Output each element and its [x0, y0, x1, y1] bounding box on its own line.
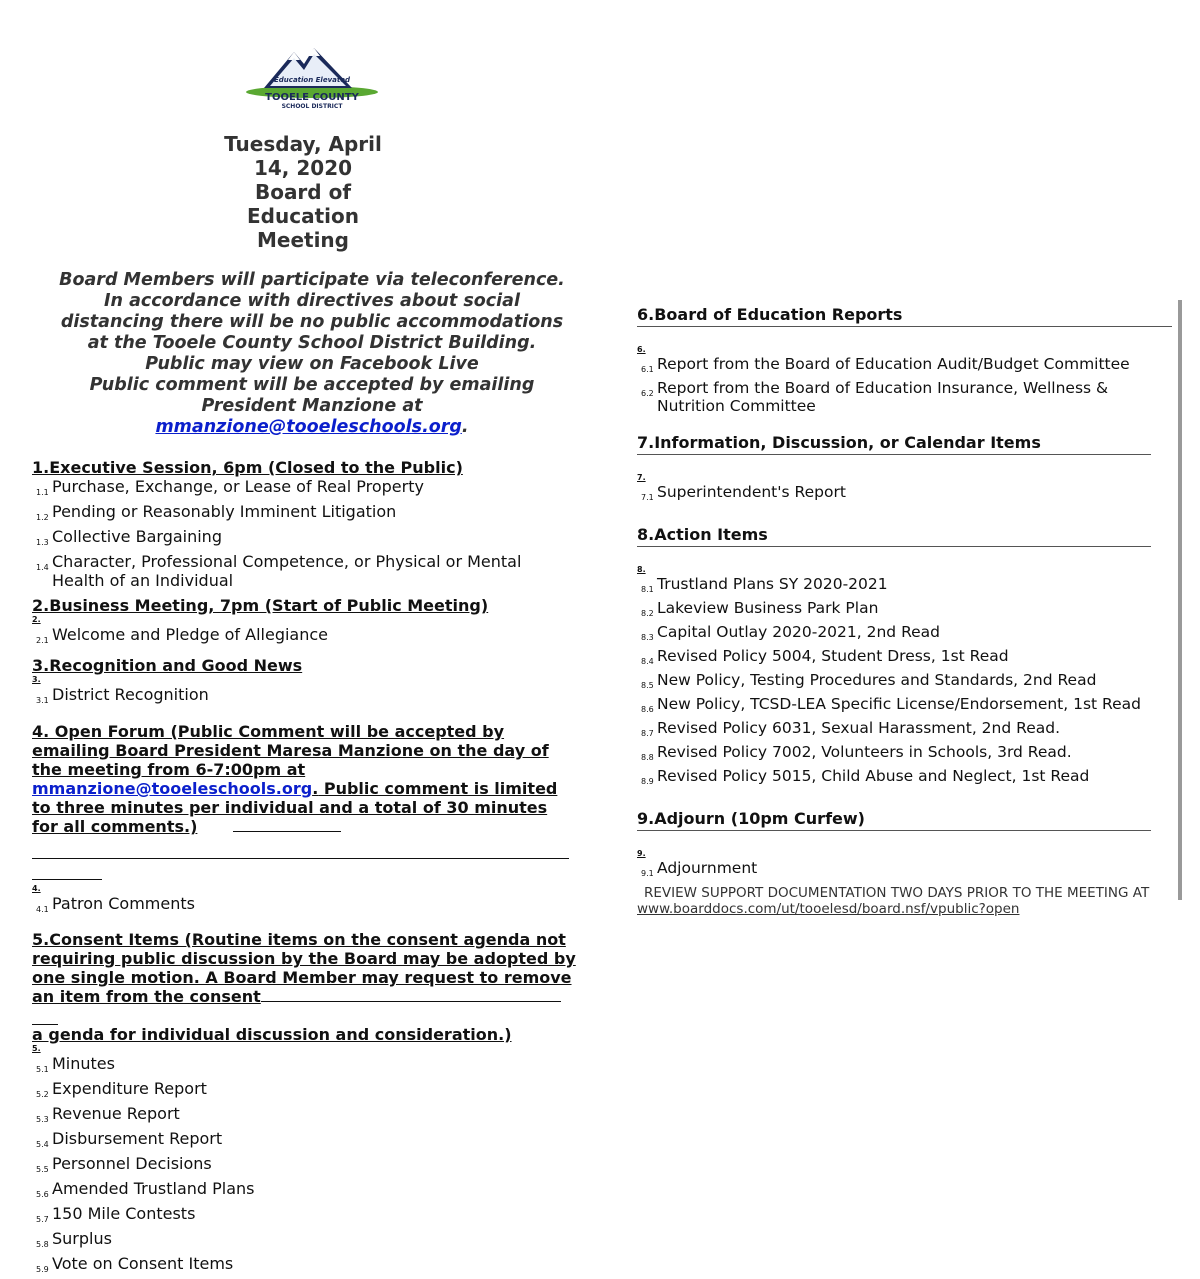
divider [32, 836, 569, 859]
meeting-title [172, 132, 434, 252]
section-number: 6. [637, 345, 646, 354]
agenda-item: 3.1 District Recognition [36, 685, 209, 705]
agenda-item: 4.1 Patron Comments [36, 894, 195, 914]
agenda-item: 9.1 Adjournment [641, 859, 758, 878]
agenda-item: 7.1 Superintendent's Report [641, 483, 846, 502]
agenda-item: 6.2 Report from the Board of Education Insurance, Wellness & Nutrition Committee [641, 379, 1109, 415]
boarddocs-link[interactable]: www.boarddocs.com/ut/tooelesd/board.nsf/vpublic?open [637, 901, 1020, 917]
section-heading-1: 1.Executive Session, 6pm (Closed to the Public) [32, 458, 463, 477]
section-number: 2. [32, 615, 41, 624]
title-line: 14, 2020 [253, 156, 353, 180]
review-text: REVIEW SUPPORT DOCUMENTATION TWO DAYS PRIOR TO THE MEETING AT [644, 885, 1150, 901]
section-number: 4. [32, 884, 41, 893]
logo-name-2: SCHOOL DISTRICT [281, 103, 343, 110]
title-line: Tuesday, April [224, 132, 382, 156]
notice-line: at the Tooele County School District Building. [87, 333, 537, 353]
agenda-item: 8.3 Capital Outlay 2020-2021, 2nd Read [641, 623, 941, 642]
agenda-left [32, 458, 577, 1279]
section-heading-8: 8.Action Items [637, 525, 1151, 547]
section-heading-4: 4. Open Forum (Public Comment will be accepted by emailing Board President Maresa Manzione on the day of the meeting from 6-7:00pm at mmanzione@tooeleschools.org. Public comment is limited to three minutes per individual and a total of 30 minutes for all comments.) [32, 722, 558, 836]
section-heading-3: 3.Recognition and Good News [32, 656, 303, 675]
agenda-item: 8.4 Revised Policy 5004, Student Dress, 1st Read [641, 647, 1009, 666]
section-number: 8. [637, 565, 646, 574]
agenda-item: 8.8 Revised Policy 7002, Volunteers in Schools, 3rd Read. [641, 743, 1072, 762]
agenda-item: 1.1 Purchase, Exchange, or Lease of Real Property [36, 477, 424, 497]
section-number: 9. [637, 849, 646, 858]
agenda-item: 8.6 New Policy, TCSD-LEA Specific License/Endorsement, 1st Read [641, 695, 1141, 714]
agenda-item: 5.6 Amended Trustland Plans [36, 1179, 255, 1199]
agenda-item: 5.3 Revenue Report [36, 1104, 180, 1124]
agenda-item: 8.7 Revised Policy 6031, Sexual Harassment, 2nd Read. [641, 719, 1060, 738]
agenda-item: 8.1 Trustland Plans SY 2020-2021 [641, 575, 888, 594]
agenda-item: 1.3 Collective Bargaining [36, 527, 222, 547]
review-note [637, 885, 1172, 917]
teleconference-notice [32, 270, 592, 438]
agenda-item: 8.5 New Policy, Testing Procedures and Standards, 2nd Read [641, 671, 1097, 690]
agenda-item: 1.2 Pending or Reasonably Imminent Litigation [36, 502, 397, 522]
district-logo [242, 42, 382, 112]
logo-tagline: Education Elevated [274, 76, 350, 84]
title-line: Board of [254, 180, 352, 204]
section-number: 5. [32, 1044, 41, 1053]
scrollbar[interactable] [1178, 300, 1182, 900]
agenda-item: 5.7 150 Mile Contests [36, 1204, 196, 1224]
section-number: 7. [637, 473, 646, 482]
divider [32, 1006, 58, 1025]
agenda-item: 2.1 Welcome and Pledge of Allegiance [36, 625, 329, 645]
section-heading-7: 7.Information, Discussion, or Calendar Items [637, 433, 1151, 455]
agenda-item: 1.4 Character, Professional Competence, or Physical or Mental Health of an Individual [36, 552, 522, 590]
agenda-item: 5.5 Personnel Decisions [36, 1154, 212, 1174]
section-heading-9: 9.Adjourn (10pm Curfew) [637, 809, 1151, 831]
agenda-item: 5.8 Surplus [36, 1229, 112, 1249]
section-heading-2: 2.Business Meeting, 7pm (Start of Public Meeting) [32, 596, 489, 615]
agenda-item: 5.4 Disbursement Report [36, 1129, 223, 1149]
agenda-item: 5.2 Expenditure Report [36, 1079, 207, 1099]
section-number: 3. [32, 675, 41, 684]
logo-name-1: TOOELE COUNTY [265, 92, 359, 103]
agenda-item: 6.1 Report from the Board of Education Audit/Budget Committee [641, 355, 1130, 374]
notice-line: In accordance with directives about social [104, 291, 520, 311]
president-email-link[interactable]: mmanzione@tooeleschools.org [155, 417, 462, 437]
mountain-logo-icon [242, 42, 382, 112]
title-line: Meeting [256, 228, 349, 252]
agenda-item: 8.2 Lakeview Business Park Plan [641, 599, 879, 618]
notice-line: President Manzione at [201, 396, 423, 416]
section-heading-5: 5.Consent Items (Routine items on the consent agenda not requiring public discussion by the Board may be adopted by one single motion. A Board Member may request to remove an item from the consent [32, 930, 576, 1006]
notice-period: . [461, 417, 469, 437]
notice-line: Board Members will participate via teleconference. [59, 270, 565, 290]
section-heading-6: 6.Board of Education Reports [637, 305, 1172, 327]
divider [32, 859, 102, 880]
notice-line: distancing there will be no public accommodations [60, 312, 564, 332]
open-forum-email-link[interactable]: mmanzione@tooeleschools.org [32, 779, 313, 798]
title-line: Education [247, 204, 359, 228]
section-heading-5-cont: a genda for individual discussion and consideration.) [32, 1025, 512, 1044]
notice-line: Public may view on Facebook Live [145, 354, 479, 374]
notice-line: Public comment will be accepted by emailing [89, 375, 535, 395]
agenda-right [637, 305, 1172, 917]
agenda-item: 8.9 Revised Policy 5015, Child Abuse and Neglect, 1st Read [641, 767, 1090, 786]
agenda-item: 5.1 Minutes [36, 1054, 115, 1074]
agenda-item: 5.9 Vote on Consent Items [36, 1254, 234, 1274]
